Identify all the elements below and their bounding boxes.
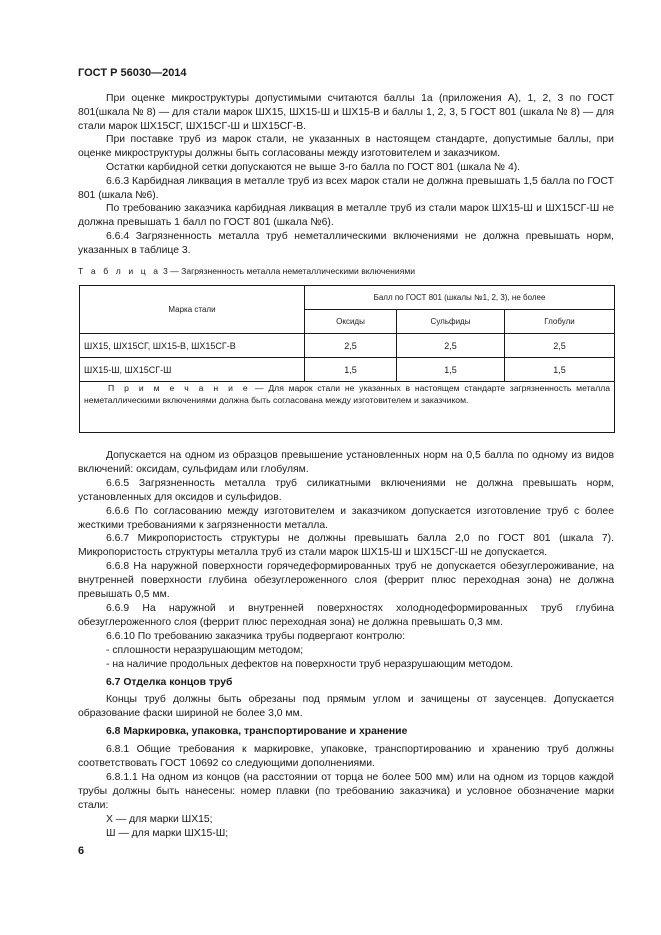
paragraph: 6.6.4 Загрязненность металла труб неметаллическими включениями не должна превышать норм, указанных в таблице 3. <box>78 230 614 256</box>
paragraph: 6.6.8 На наружной поверхности горячедеформированных труб не допускается обезуглероживание, на внутренней поверхности глубина обезуглероженного слоя (феррит плюс переходная зона) не должна превышать 0,5 мм. <box>78 561 614 601</box>
text-block-top <box>78 92 614 258</box>
table-caption <box>78 266 618 276</box>
table-row <box>80 334 615 358</box>
list-item: Ш — для марки ШХ15-Ш; <box>106 827 229 839</box>
cell-globules: 2,5 <box>505 334 615 358</box>
paragraph: 6.8.1 Общие требования к маркировке, упаковке, транспортированию и хранению труб должны соответствовать ГОСТ 10692 со следующими дополнениями. <box>78 744 614 770</box>
table-caption-text: 3 — Загрязненность металла неметаллическими включениями <box>162 266 416 276</box>
cell-steel: ШХ15-Ш, ШХ15СГ-Ш <box>80 358 305 382</box>
paragraph: Допускается на одном из образцов превышение установленных норм на 0,5 балла по одному из видов включений: оксидам, сульфидам или глобулям. <box>78 450 614 475</box>
list-item: - сплошности неразрушающим методом; <box>106 644 304 656</box>
paragraph: 6.6.9 На наружной и внутренней поверхностях холоднодеформированных труб глубина обезуглероженного слоя (феррит плюс переходная зона) не должна превышать 0,3 мм. <box>78 602 614 628</box>
cell-oxides: 1,5 <box>305 358 397 382</box>
paragraph: 6.6.7 Микропористость структуры не должны превышать балла 2,0 по ГОСТ 801 (шкала 7). Микропористость структуры металла труб из стали марок ШХ15-Ш и ШХ15СГ-Ш не допускается. <box>78 533 614 559</box>
header-score-group: Балл по ГОСТ 801 (шкалы №1, 2, 3), не более <box>305 286 615 310</box>
paragraph: По требованию заказчика карбидная ликвация в металле труб из стали марок ШХ15-Ш и ШХ15СГ-Ш не должна превышать 1 балл по ГОСТ 801 (шкала №6). <box>78 203 614 229</box>
paragraph: 6.6.10 По требованию заказчика трубы подвергают контролю: <box>106 630 406 642</box>
cell-globules: 1,5 <box>505 358 615 382</box>
inclusions-table <box>79 285 615 433</box>
cell-steel: ШХ15, ШХ15СГ, ШХ15-В, ШХ15СГ-В <box>80 334 305 358</box>
paragraph: При поставке труб из марок стали, не указанных в настоящем стандарте, допустимые баллы, при оценке микроструктуры должны быть согласованы между изготовителем и заказчиком. <box>78 134 614 160</box>
table-row <box>80 358 615 382</box>
paragraph: Концы труб должны быть обрезаны под прямым углом и зачищены от заусенцев. Допускается образование фаски шириной не более 3,0 мм. <box>78 694 614 720</box>
section-heading: 6.8 Маркировка, упаковка, транспортирование и хранение <box>106 726 408 738</box>
note-text: — Для марок стали не указанных в настоящем стандарте загрязненность металла неметаллическими включениями должна быть согласована между изготовителем и заказчиком. <box>84 383 610 405</box>
list-item: Х — для марки ШХ15; <box>106 813 213 825</box>
header-steel-grade: Марка стали <box>80 286 305 334</box>
paragraph: 6.6.3 Карбидная ликвация в металле труб из всех марок стали не должна превышать 1,5 балла по ГОСТ 801 (шкала №6). <box>78 175 614 201</box>
cell-sulfides: 2,5 <box>397 334 505 358</box>
paragraph: 6.6.5 Загрязненность металла труб силикатными включениями не должна превышать норм, установленных для оксидов и сульфидов. <box>78 477 614 503</box>
paragraph: 6.6.6 По согласованию между изготовителем и заказчиком допускается изготовление труб с более жесткими требованиями к загрязненности металла. <box>78 505 614 531</box>
text-block-bottom <box>78 449 614 840</box>
table-caption-label: Т а б л и ц а <box>78 266 161 276</box>
cell-sulfides: 1,5 <box>397 358 505 382</box>
cell-oxides: 2,5 <box>305 334 397 358</box>
note-label: П р и м е ч а н и е <box>108 383 251 393</box>
section-heading: 6.7 Отделка концов труб <box>106 676 233 688</box>
paragraph: 6.8.1.1 На одном из концов (на расстоянии от торца не более 500 мм) или на одном из торцов каждой трубы должны быть нанесены: номер плавки (по требованию заказчика) и условное обозначение марки стали: <box>78 771 614 811</box>
header-globules: Глобули <box>505 310 615 334</box>
paragraph: При оценке микроструктуры допустимыми считаются баллы 1а (приложения А), 1, 2, 3 по ГОСТ 801(шкала № 8) — для стали марок ШХ15, ШХ15-Ш и ШХ15-В и баллы 1, 2, 3, 5 ГОСТ 801 (шкала № 8) — для стали марок ШХ15СГ, ШХ15СГ-Ш и ШХ15СГ-В. <box>78 93 614 132</box>
header-oxides: Оксиды <box>305 310 397 334</box>
list-item: - на наличие продольных дефектов на поверхности труб неразрушающим методом. <box>106 658 514 670</box>
table-note <box>80 382 615 433</box>
header-sulfides: Сульфиды <box>397 310 505 334</box>
page-number: 6 <box>78 845 85 857</box>
paragraph: Остатки карбидной сетки допускаются не выше 3-го балла по ГОСТ 801 (шкала № 4). <box>106 161 521 173</box>
document-code: ГОСТ Р 56030—2014 <box>78 67 187 79</box>
